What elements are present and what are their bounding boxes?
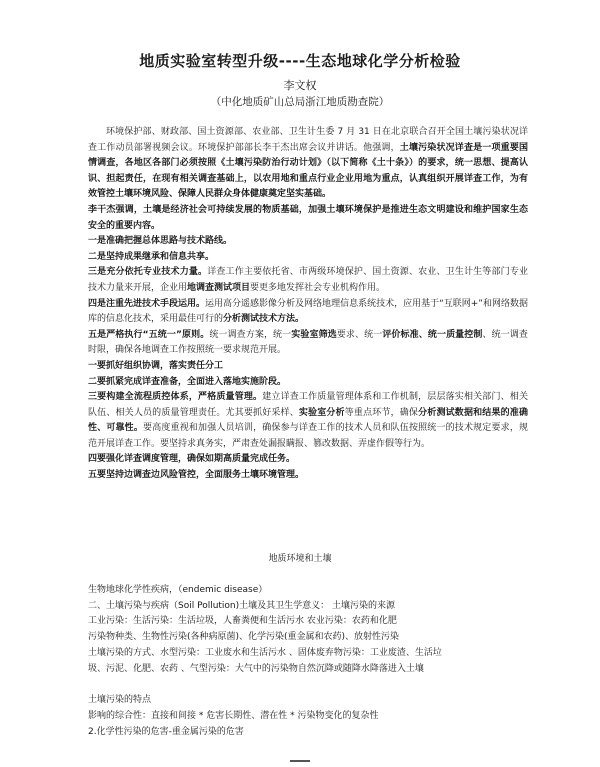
note-line: 生物地球化学性疾病，（endemic disease） <box>88 585 268 595</box>
point-3-heading: 三是充分依托专业技术力量。 <box>88 267 208 278</box>
point-1: 一是准确把握总体思路与技术路线。 <box>88 236 233 247</box>
requirement-4: 四要强化详查调度管理，确保如期高质量完成任务。 <box>88 454 296 465</box>
requirement-5: 五要坚持边调查边风险管控，全面服务土壤环境管理。 <box>88 470 305 481</box>
note-line: 影响的综合性：直接和间接 * 危害长期性、潜在性 * 污染物变化的复杂性 <box>88 710 379 721</box>
point-3-bold: 地调查测试项目 <box>187 282 251 293</box>
requirement-2: 二要抓紧完成详查准备，全面进入落地实施阶段。 <box>88 376 287 387</box>
point-5 <box>88 328 528 359</box>
note-line: 土壤污染的方式、水型污染：工业废水和生活污水 、固体废弃物污染：工业废渣、生活垃 <box>88 647 442 658</box>
point-5-text: 统一调查方案，统一 <box>209 329 292 340</box>
author-name: 李文权 <box>283 79 317 92</box>
requirement-3-bold-b: 分析测试数据和结果的准确性、可靠性。 <box>88 407 528 434</box>
section-heading: 地质环境和土壤 <box>268 554 332 564</box>
note-line: 2.化学性污染的危害-重金属污染的危害 <box>88 726 244 737</box>
note-line: 圾、污泥、化肥、农药 、气型污染：大气中的污染物自然沉降或随降水降落进入土壤 <box>88 663 424 674</box>
intro-bold-text: 土壤污染状况详查是一项重要国情调查，各地区各部门必须按照《土壤污染防治行动计划》（以下简称《土十条》）的要求，统一思想、提高认识、担起责任，在现有相关调查基础上，以农用地和重点行业企业用地为重点，认真组织开展详查工作，为有效管控土壤环境风险、保障人民群众身体健康奠定坚实基础。 <box>88 142 528 200</box>
article-body <box>88 125 528 484</box>
point-5-text-b: 要求、统一 <box>336 329 383 340</box>
point-4 <box>88 297 528 328</box>
requirement-3-text: 建立详查工作质量管理体系和工作机制，层层落实相关部门、相关队伍、相关人员的质量管理责任。尤其要抓好采样、 <box>88 392 528 418</box>
paragraph-soil-basis: 李干杰强调，土壤是经济社会可持续发展的物质基础，加强土壤环境保护是推进生态文明建设和维护国家生态安全的重要内容。 <box>88 204 528 231</box>
requirement-3 <box>88 390 528 452</box>
note-line: 二、土壤污染与疾病（Soil Pollution)土壤及其卫生学意义： 土壤污染的来源 <box>88 600 396 611</box>
point-4-heading: 四是注重先进技术手段运用。 <box>88 298 206 309</box>
point-3 <box>88 265 528 296</box>
requirement-3-bold-a: 实验室分析 <box>298 407 345 418</box>
requirement-1: 一要抓好组织协调，落实责任分工 <box>88 360 224 371</box>
point-4-bold: 分析测试技术方法。 <box>223 314 305 325</box>
requirement-3-heading: 三要构建全流程质控体系，严格质量管理。 <box>88 392 263 403</box>
note-spacer <box>88 677 533 693</box>
intro-text: 环境保护部、财政部、国土资源部、农业部、卫生计生委 7 月 31 日在北京联合召开全国土壤污染状况详查工作动员部署视频会议。环境保护部部长李干杰出席会议并讲话。他强调， <box>88 127 528 153</box>
point-5-bold-a: 实验室筛选 <box>291 329 337 340</box>
notes-section <box>88 583 533 740</box>
author-affiliation: （中化地质矿山总局浙江地质勘查院） <box>210 96 390 108</box>
paragraph-intro <box>88 125 528 203</box>
document-title: 地质实验室转型升级----生态地球化学分析检验 <box>139 52 461 70</box>
note-line: 土壤污染的特点 <box>88 695 152 706</box>
point-2: 二是坚持成果继承和信息共享。 <box>88 251 215 262</box>
note-line: 工业污染：生活污染：生活垃圾，人畜粪便和生活污水 农业污染：农药和化肥 <box>88 616 397 627</box>
point-5-end: 、统一调查时限，确保各地调查工作按照统一要求规范开展。 <box>88 329 528 356</box>
point-5-bold-b: 评价标准、统一质量控制 <box>382 329 483 340</box>
point-4-text: 运用高分遥感影像分析及网络地理信息系统技术，应用基于“互联网+”和网络数据库的信息化技术，采用最佳可行的 <box>88 298 528 325</box>
point-3-end: 要更多地发挥社会专业机构作用。 <box>250 282 386 293</box>
requirement-3-text-b: 等重点环节，确保 <box>344 407 419 418</box>
note-line: 污染物种类、生物性污染(各种病原菌)、化学污染(重金属和农药)、放射性污染 <box>88 632 400 643</box>
page-number-mark <box>290 760 310 762</box>
point-5-heading: 五是严格执行“五统一”原则。 <box>88 329 210 340</box>
point-3-text: 详查工作主要依托省、市两级环境保护、国土资源、农业、卫生计生等部门专业技术力量来开展，企业用 <box>88 267 528 293</box>
requirement-3-end: 要高度重视和加强人员培训，确保参与详查工作的技术人员和队伍按照统一的技术规定要求，规范开展详查工作。要坚持求真务实，严肃查处漏报瞒报、篡改数据、弄虚作假等行为。 <box>88 423 528 449</box>
